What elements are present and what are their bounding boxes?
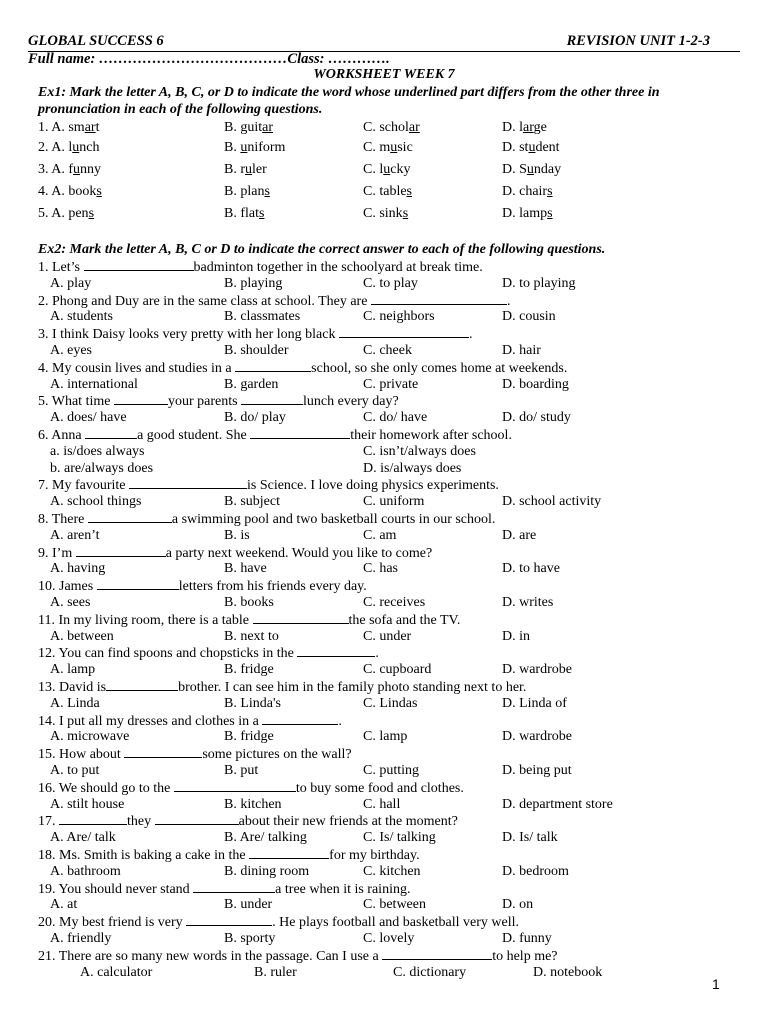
question-options [0, 342, 768, 359]
question-stem: 10. James letters from his friends every day. [38, 579, 367, 595]
ex1-option: 5. A. pens [38, 206, 95, 221]
answer-blank [193, 880, 275, 893]
answer-option: D. are [502, 527, 537, 543]
question-stem: 7. My favourite is Science. I love doing physics experiments. [38, 478, 499, 494]
question-stem: 3. I think Daisy looks very pretty with her long black . [38, 327, 473, 343]
answer-option: D. being put [502, 763, 572, 778]
answer-option: B. fridge [224, 729, 274, 745]
underlined-part: u [245, 162, 252, 177]
answer-option: B. Are/ talking [224, 830, 307, 846]
answer-option: B. dining room [224, 863, 310, 879]
ex1-option: C. lucky [363, 162, 411, 177]
question-options [0, 896, 768, 913]
question-options [0, 661, 768, 678]
answer-option: C. lamp [363, 729, 408, 745]
question-stem: 20. My best friend is very . He plays football and basketball very well. [38, 915, 520, 931]
answer-option: D. wardrobe [502, 662, 572, 678]
answer-option: A. to put [50, 763, 100, 778]
question-stem: 1. Let’s badminton together in the schoolyard at break time. [38, 260, 483, 275]
answer-blank [174, 779, 296, 792]
answer-option: B. Linda's [224, 695, 281, 711]
underlined-part: ar [408, 120, 420, 135]
ex1-row [0, 183, 768, 200]
question-options [0, 863, 768, 880]
underlined-part: u [526, 162, 534, 177]
ex1-option: B. ruler [224, 162, 267, 177]
question-options [0, 527, 768, 544]
question-options [0, 443, 768, 460]
answer-blank [371, 292, 507, 305]
question-options [0, 376, 768, 393]
answer-blank [262, 712, 338, 725]
answer-option: B. fridge [224, 662, 274, 678]
ex1-option: 1. A. smart [38, 120, 100, 135]
answer-option: C. lovely [363, 931, 415, 946]
question-options [0, 728, 768, 745]
answer-option: D. wardrobe [502, 729, 572, 745]
answer-option: B. books [224, 595, 274, 610]
answer-option: C. has [363, 561, 398, 577]
answer-blank [339, 325, 469, 338]
question-stem: 17. they about their new friends at the moment? [38, 814, 458, 830]
answer-option: B. ruler [254, 964, 297, 980]
name-class-line: Full name: …………………………………Class: …………. [28, 51, 390, 67]
question-options [0, 695, 768, 712]
question-options [0, 460, 768, 477]
question-stem: 16. We should go to the to buy some food and clothes. [38, 780, 464, 796]
question-stem: 6. Anna a good student. She their homework after school. [38, 428, 512, 443]
answer-option: A. having [50, 561, 106, 577]
answer-option: D. boarding [502, 376, 569, 392]
underlined-part: ar [262, 120, 274, 135]
underlined-part: s [264, 184, 270, 199]
question-options [0, 628, 768, 645]
ex1-option: C. sinks [363, 206, 409, 221]
answer-option: D. cousin [502, 309, 556, 325]
answer-option: C. kitchen [363, 863, 421, 879]
answer-option: A. stilt house [50, 796, 125, 812]
answer-option: A. sees [50, 595, 91, 610]
answer-option: B. next to [224, 628, 279, 644]
ex1-option: C. music [363, 140, 413, 155]
answer-option: B. shoulder [224, 343, 289, 358]
underlined-part: s [88, 206, 95, 221]
ex1-row [0, 205, 768, 222]
question-stem: 4. My cousin lives and studies in a school, so she only comes home at weekends. [38, 360, 568, 376]
underlined-part: u [383, 162, 391, 177]
underlined-part: ar [84, 120, 96, 135]
question-options [0, 493, 768, 510]
ex1-option: D. lamps [502, 206, 553, 221]
answer-option: D. writes [502, 595, 554, 610]
ex1-option: D. Sunday [502, 162, 562, 177]
question-stem: 14. I put all my dresses and clothes in a . [38, 713, 342, 729]
answer-option: D. bedroom [502, 863, 569, 879]
answer-option: C. cupboard [363, 662, 432, 678]
answer-blank [124, 745, 202, 758]
answer-option: B. garden [224, 376, 279, 392]
answer-option: A. Are/ talk [50, 830, 116, 846]
underlined-part: u [73, 162, 81, 177]
ex2-instruction: Ex2: Mark the letter A, B, C or D to indicate the correct answer to each of the following questions. [38, 242, 606, 257]
answer-option: A. school things [50, 494, 142, 510]
answer-blank [85, 426, 137, 439]
answer-option: A. at [50, 897, 78, 913]
answer-option: D. to have [502, 561, 560, 577]
answer-option: b. are/always does [50, 460, 154, 476]
worksheet-title: WORKSHEET WEEK 7 [313, 67, 455, 82]
answer-option: C. to play [363, 275, 418, 291]
answer-blank [241, 392, 303, 405]
ex1-option: 3. A. funny [38, 162, 102, 177]
question-options [0, 796, 768, 813]
ex1-option: B. guitar [224, 120, 274, 135]
answer-blank [106, 678, 178, 691]
underlined-part: u [528, 140, 536, 155]
answer-option: A. calculator [80, 964, 153, 980]
answer-option: A. eyes [50, 343, 92, 358]
underlined-part: u [390, 140, 398, 155]
answer-option: B. have [224, 561, 267, 577]
answer-option: C. am [363, 527, 397, 543]
answer-option: C. putting [363, 763, 420, 778]
answer-option: D. notebook [533, 964, 603, 980]
answer-option: D. funny [502, 931, 552, 946]
answer-option: A. does/ have [50, 410, 127, 426]
ex1-option: 2. A. lunch [38, 140, 100, 155]
ex1-option: C. scholar [363, 120, 420, 135]
page-number: 1 [712, 976, 720, 992]
underlined-part: s [547, 184, 553, 199]
underlined-part: s [547, 206, 553, 221]
answer-option: A. Linda [50, 695, 100, 711]
answer-option: D. school activity [502, 494, 602, 510]
question-options [0, 829, 768, 846]
underlined-part: u [240, 140, 248, 155]
answer-option: C. cheek [363, 343, 412, 358]
question-options [0, 964, 768, 981]
underlined-part: ar [523, 120, 534, 135]
ex1-option: B. uniform [224, 140, 286, 155]
question-stem: 13. David is brother. I can see him in the family photo standing next to her. [38, 680, 527, 695]
answer-option: C. between [363, 897, 426, 913]
underlined-part: s [259, 206, 265, 221]
question-stem: 8. There a swimming pool and two basketball courts in our school. [38, 512, 496, 527]
course-title: GLOBAL SUCCESS 6 [28, 33, 164, 49]
ex1-row [0, 161, 768, 178]
answer-option: D. in [502, 628, 530, 644]
question-options [0, 275, 768, 292]
answer-option: B. sporty [224, 931, 276, 946]
answer-option: D. hair [502, 343, 541, 358]
answer-option: A. microwave [50, 729, 130, 745]
answer-option: C. hall [363, 796, 401, 812]
question-options [0, 930, 768, 947]
answer-option: D. department store [502, 796, 613, 812]
answer-blank [297, 644, 375, 657]
question-stem: 15. How about some pictures on the wall? [38, 747, 352, 763]
answer-option: B. put [224, 763, 259, 778]
answer-option: D. do/ study [502, 410, 571, 426]
question-options [0, 594, 768, 611]
answer-option: A. bathroom [50, 863, 121, 879]
answer-option: A. students [50, 309, 113, 325]
ex1-option: D. chairs [502, 184, 553, 199]
answer-option: A. play [50, 275, 92, 291]
answer-blank [155, 812, 239, 825]
underlined-part: s [96, 184, 102, 199]
question-stem: 2. Phong and Duy are in the same class at school. They are . [38, 293, 511, 309]
answer-blank [97, 577, 179, 590]
ex1-option: D. large [502, 120, 547, 135]
answer-blank [76, 544, 166, 557]
answer-blank [129, 476, 247, 489]
ex1-option: D. student [502, 140, 560, 155]
answer-option: A. lamp [50, 662, 96, 678]
question-options [0, 409, 768, 426]
answer-blank [249, 846, 329, 859]
answer-blank [382, 947, 492, 960]
answer-option: A. international [50, 376, 138, 392]
answer-option: B. is [224, 527, 250, 543]
answer-option: C. uniform [363, 494, 425, 510]
ex1-option: C. tables [363, 184, 412, 199]
question-options [0, 762, 768, 779]
question-stem: 18. Ms. Smith is baking a cake in the for my birthday. [38, 848, 420, 863]
ex1-option: B. plans [224, 184, 270, 199]
ex1-instruction: Ex1: Mark the letter A, B, C, or D to indicate the word whose underlined part differs from the other three in pronunciation in each of the following questions. [38, 85, 660, 117]
answer-option: A. friendly [50, 931, 112, 946]
answer-option: C. Lindas [363, 695, 418, 711]
answer-option: C. isn’t/always does [363, 443, 476, 459]
underlined-part: s [402, 206, 409, 221]
answer-option: D. Is/ talk [502, 830, 558, 846]
answer-option: B. playing [224, 275, 283, 291]
answer-option: a. is/does always [50, 443, 145, 459]
question-options [0, 308, 768, 325]
answer-blank [114, 392, 168, 405]
answer-blank [235, 359, 311, 372]
answer-option: C. Is/ talking [363, 830, 436, 846]
question-stem: 21. There are so many new words in the passage. Can I use a to help me? [38, 948, 558, 964]
answer-option: D. Linda of [502, 695, 567, 711]
answer-option: C. do/ have [363, 410, 428, 426]
answer-blank [253, 611, 349, 624]
answer-blank [88, 510, 172, 523]
question-stem: 19. You should never stand a tree when it is raining. [38, 881, 411, 897]
answer-option: B. under [224, 897, 273, 913]
page-header [28, 33, 740, 52]
ex1-option: B. flats [224, 206, 265, 221]
question-stem: 11. In my living room, there is a table the sofa and the TV. [38, 612, 461, 628]
question-stem: 12. You can find spoons and chopsticks in the . [38, 646, 379, 662]
answer-option: C. under [363, 628, 412, 644]
answer-option: C. dictionary [393, 964, 467, 980]
unit-title: REVISION UNIT 1-2-3 [566, 33, 710, 49]
question-options [0, 560, 768, 577]
answer-option: D. on [502, 897, 534, 913]
answer-option: D. is/always does [363, 460, 462, 476]
answer-option: C. neighbors [363, 309, 435, 325]
answer-option: D. to playing [502, 275, 576, 291]
ex1-row [0, 139, 768, 156]
answer-option: C. private [363, 376, 419, 392]
answer-option: B. classmates [224, 309, 301, 325]
question-stem: 9. I’m a party next weekend. Would you like to come? [38, 545, 433, 561]
answer-blank [186, 913, 272, 926]
answer-blank [59, 812, 127, 825]
answer-blank [250, 426, 350, 439]
answer-blank [84, 258, 194, 271]
answer-option: A. between [50, 628, 114, 644]
answer-option: B. kitchen [224, 796, 282, 812]
question-stem: 5. What time your parents lunch every day? [38, 394, 399, 410]
underlined-part: s [406, 184, 412, 199]
ex1-row [0, 119, 768, 136]
answer-option: B. subject [224, 494, 280, 510]
underlined-part: u [72, 140, 80, 155]
answer-option: B. do/ play [224, 410, 286, 426]
answer-option: A. aren’t [50, 527, 100, 543]
answer-option: C. receives [363, 595, 426, 610]
ex1-option: 4. A. books [38, 184, 102, 199]
